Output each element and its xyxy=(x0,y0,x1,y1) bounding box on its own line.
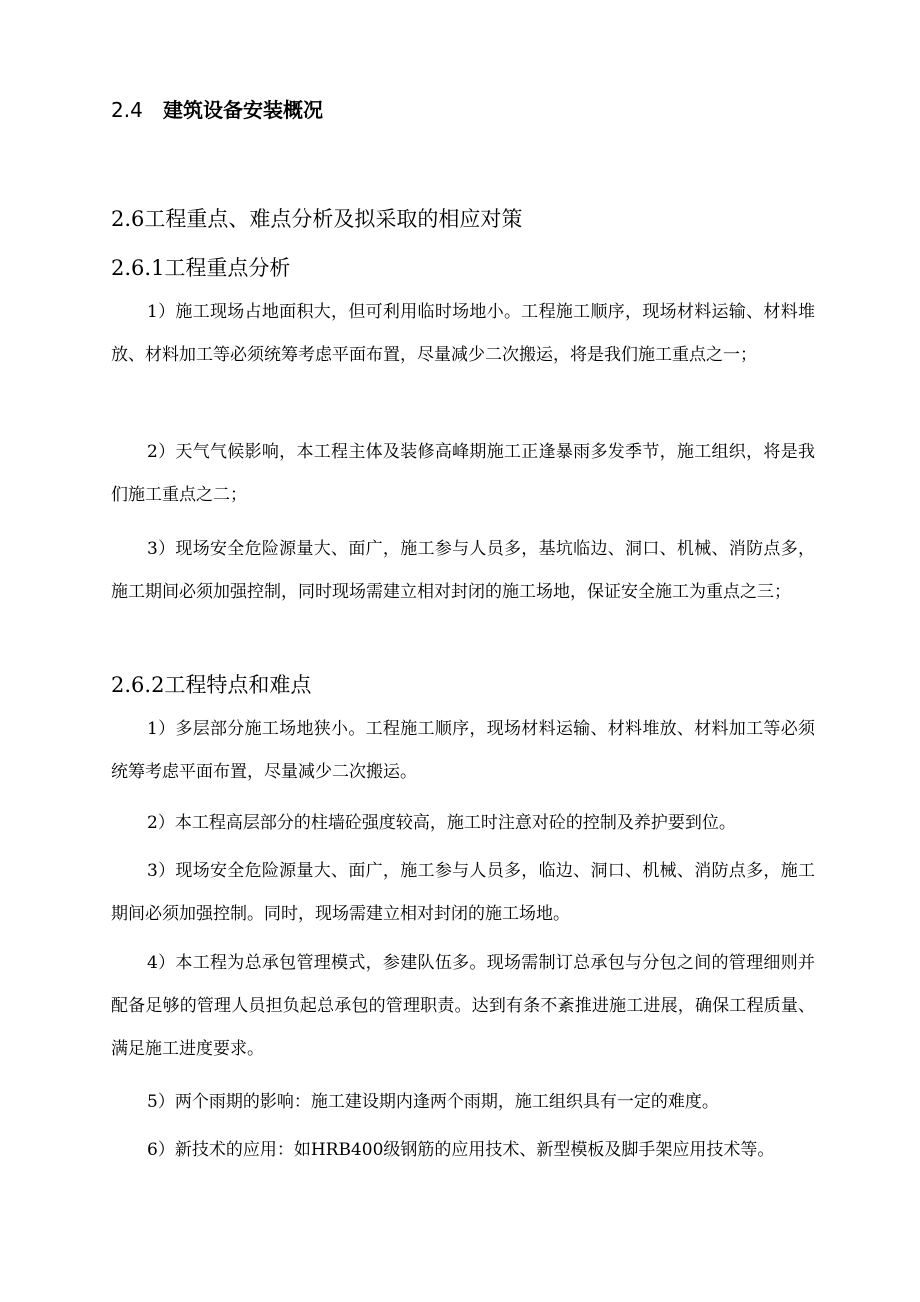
paragraph-item: 4）本工程为总承包管理模式，参建队伍多。现场需制订总承包与分包之间的管理细则并配备足够的管理人员担负起总承包的管理职责。达到有条不紊推进施工进展，确保工程质量、满足施工进度要求。 xyxy=(111,953,815,1059)
paragraph-item: 6）新技术的应用：如HRB400级钢筋的应用技术、新型模板及脚手架应用技术等。 xyxy=(147,1140,775,1160)
paragraph-item: 5）两个雨期的影响：施工建设期内逢两个雨期，施工组织具有一定的难度。 xyxy=(147,1092,719,1112)
section-2-6-1-heading: 2.6.1工程重点分析 xyxy=(111,256,291,280)
section-number: 2.4 xyxy=(111,98,143,122)
paragraph-item: 1）多层部分施工场地狭小。工程施工顺序，现场材料运输、材料堆放、材料加工等必须统筹考虑平面布置，尽量减少二次搬运。 xyxy=(111,719,815,782)
section-2-6-heading: 2.6工程重点、难点分析及拟采取的相应对策 xyxy=(111,207,523,231)
paragraph-item: 3）现场安全危险源量大、面广，施工参与人员多，临边、洞口、机械、消防点多，施工期间必须加强控制。同时，现场需建立相对封闭的施工场地。 xyxy=(111,861,815,924)
paragraph-item: 2）本工程高层部分的柱墙砼强度较高，施工时注意对砼的控制及养护要到位。 xyxy=(147,813,736,833)
section-2-4-heading xyxy=(111,94,323,123)
paragraph-item: 1）施工现场占地面积大，但可利用临时场地小。工程施工顺序，现场材料运输、材料堆放、材料加工等必须统筹考虑平面布置，尽量减少二次搬运，将是我们施工重点之一； xyxy=(111,302,815,365)
paragraph-item: 3）现场安全危险源量大、面广，施工参与人员多，基坑临边、洞口、机械、消防点多，施工期间必须加强控制，同时现场需建立相对封闭的施工场地，保证安全施工为重点之三； xyxy=(111,539,815,602)
section-2-6-2-heading: 2.6.2工程特点和难点 xyxy=(111,673,312,697)
paragraph-item: 2）天气气候影响，本工程主体及装修高峰期施工正逢暴雨多发季节，施工组织，将是我们施工重点之二； xyxy=(111,442,815,505)
section-title: 建筑设备安装概况 xyxy=(163,98,323,122)
